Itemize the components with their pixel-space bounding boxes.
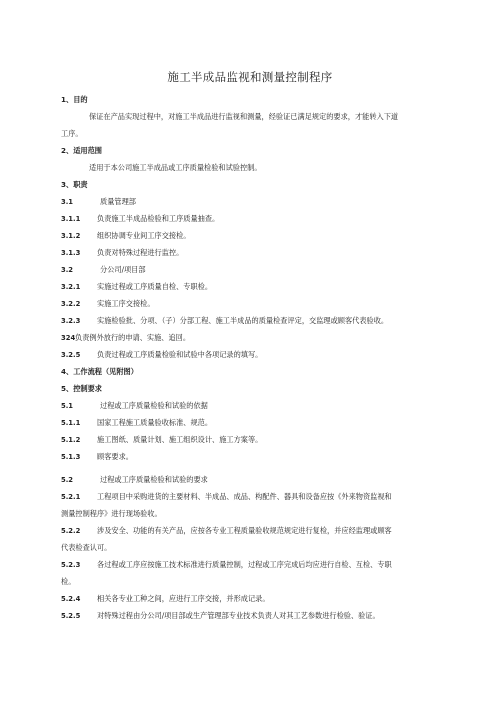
- clause-3-2-3: [61, 316, 388, 326]
- clause-3-1-2: [61, 231, 190, 241]
- clause-text: 实施检验批、分项、（子）分部工程、施工半成品的质量检查评定，交监理或顾客代表验收。: [97, 316, 389, 325]
- clause-3-1-3: [61, 248, 183, 258]
- clause-number: 3.1.3: [61, 249, 81, 257]
- clause-number: 5.1.3: [61, 453, 81, 461]
- clause-text: 各过程或工序应按施工技术标准进行质量控制，过程或工序完成后均应进行自检、互检、专职: [97, 560, 392, 569]
- clause-text: 负责对特殊过程进行监控。: [97, 248, 184, 257]
- clause-text: 质量管理部: [100, 197, 136, 206]
- clause-text: 顾客要求。: [97, 452, 133, 461]
- section-3-heading: 3、职责: [61, 180, 88, 189]
- clause-5-2-3-cont: 检。: [61, 577, 76, 586]
- clause-5-2-5: [61, 611, 380, 621]
- section-1-text-cont: 工序。: [61, 129, 83, 138]
- clause-5-1-1: [61, 418, 212, 428]
- clause-text: 涉及安全、功能的有关产品，应按各专业工程质量验收规范规定进行复检，并应经监理或顾客: [97, 526, 392, 535]
- clause-number: 3.1.1: [61, 215, 81, 223]
- clause-number: 5.2.5: [61, 612, 81, 620]
- clause-text: 负责过程或工序质量检验和试验中各项记录的填写。: [97, 350, 263, 359]
- clause-text: 实施过程或工序质量自检、专职检。: [97, 282, 213, 291]
- clause-5-1: [61, 401, 208, 411]
- section-2-text: 适用于本公司施工半成品或工序质量检验和试验控制。: [89, 163, 262, 172]
- clause-text: 分公司/项目部: [100, 265, 146, 274]
- document-title: 施工半成品监视和测量控制程序: [167, 70, 333, 84]
- clause-number: 5.2.2: [61, 527, 81, 535]
- clause-3-2-1: [61, 282, 212, 292]
- clause-number: 3.2.5: [61, 351, 81, 359]
- clause-text: 过程或工序质量检验和试验的要求: [100, 475, 208, 484]
- clause-3-2-2: [61, 299, 155, 309]
- clause-text: 过程或工序质量检验和试验的依据: [100, 401, 208, 410]
- clause-number: 5.2.1: [61, 493, 81, 501]
- clause-text: 负责例外放行的申请、实施、追回。: [75, 333, 191, 342]
- clause-5-2-2: [61, 526, 392, 536]
- clause-text: 国家工程施工质量验收标准、规范。: [97, 418, 213, 427]
- clause-3-1-1: [61, 214, 219, 224]
- clause-number: 3.2: [61, 266, 74, 274]
- clause-text: 施工图纸、质量计划、施工组织设计、施工方案等。: [97, 435, 263, 444]
- clause-5-1-3: [61, 452, 133, 462]
- clause-5-2-1: [61, 492, 392, 502]
- clause-5-2-2-cont: 代表检查认可。: [61, 543, 112, 552]
- section-5-heading: 5、控制要求: [61, 384, 102, 393]
- section-1-text: 保证在产品实现过程中，对施工半成品进行监视和测量，经验证已满足规定的要求，才能转入下道: [89, 112, 399, 121]
- clause-number: 5.2.3: [61, 561, 81, 569]
- clause-5-2-3: [61, 560, 392, 570]
- clause-text: 负责施工半成品检验和工序质量抽查。: [97, 214, 220, 223]
- clause-3-2-5: [61, 350, 262, 360]
- clause-number: 3.1: [61, 198, 74, 206]
- clause-number: 324: [61, 334, 76, 342]
- clause-number: 5.1.2: [61, 436, 81, 444]
- clause-text: 组织协调专业间工序交接检。: [97, 231, 191, 240]
- clause-number: 3.2.3: [61, 317, 81, 325]
- clause-number: 5.2: [61, 476, 74, 484]
- clause-text: 工程项目中采购进货的主要材料、半成品、成品、构配件、器具和设备应按《外来物资监视和: [97, 492, 392, 501]
- clause-number: 3.1.2: [61, 232, 81, 240]
- section-1-heading: 1、目的: [61, 95, 88, 104]
- clause-5-1-2: [61, 435, 262, 445]
- clause-text: 实施工序交接检。: [97, 299, 155, 308]
- clause-number: 3.2.1: [61, 283, 81, 291]
- section-2-heading: 2、适用范围: [61, 146, 102, 155]
- clause-3-2: [61, 265, 146, 275]
- clause-text: 相关各专业工种之间，应进行工序交接，并形成记录。: [97, 594, 270, 603]
- clause-number: 5.1.1: [61, 419, 81, 427]
- clause-5-2-1-cont: 测量控制程序》进行现场验收。: [61, 509, 162, 518]
- clause-3-2-4: [61, 333, 190, 343]
- clause-text: 对特殊过程由分公司/项目部或生产管理部专业技术负责人对其工艺参数进行检验、验证。: [97, 611, 380, 620]
- clause-number: 5.1: [61, 402, 74, 410]
- section-4-heading: 4、工作流程（见附图）: [61, 367, 138, 376]
- clause-5-2: [61, 475, 208, 485]
- clause-number: 3.2.2: [61, 300, 81, 308]
- clause-3-1: [61, 197, 136, 207]
- clause-5-2-4: [61, 594, 270, 604]
- clause-number: 5.2.4: [61, 595, 81, 603]
